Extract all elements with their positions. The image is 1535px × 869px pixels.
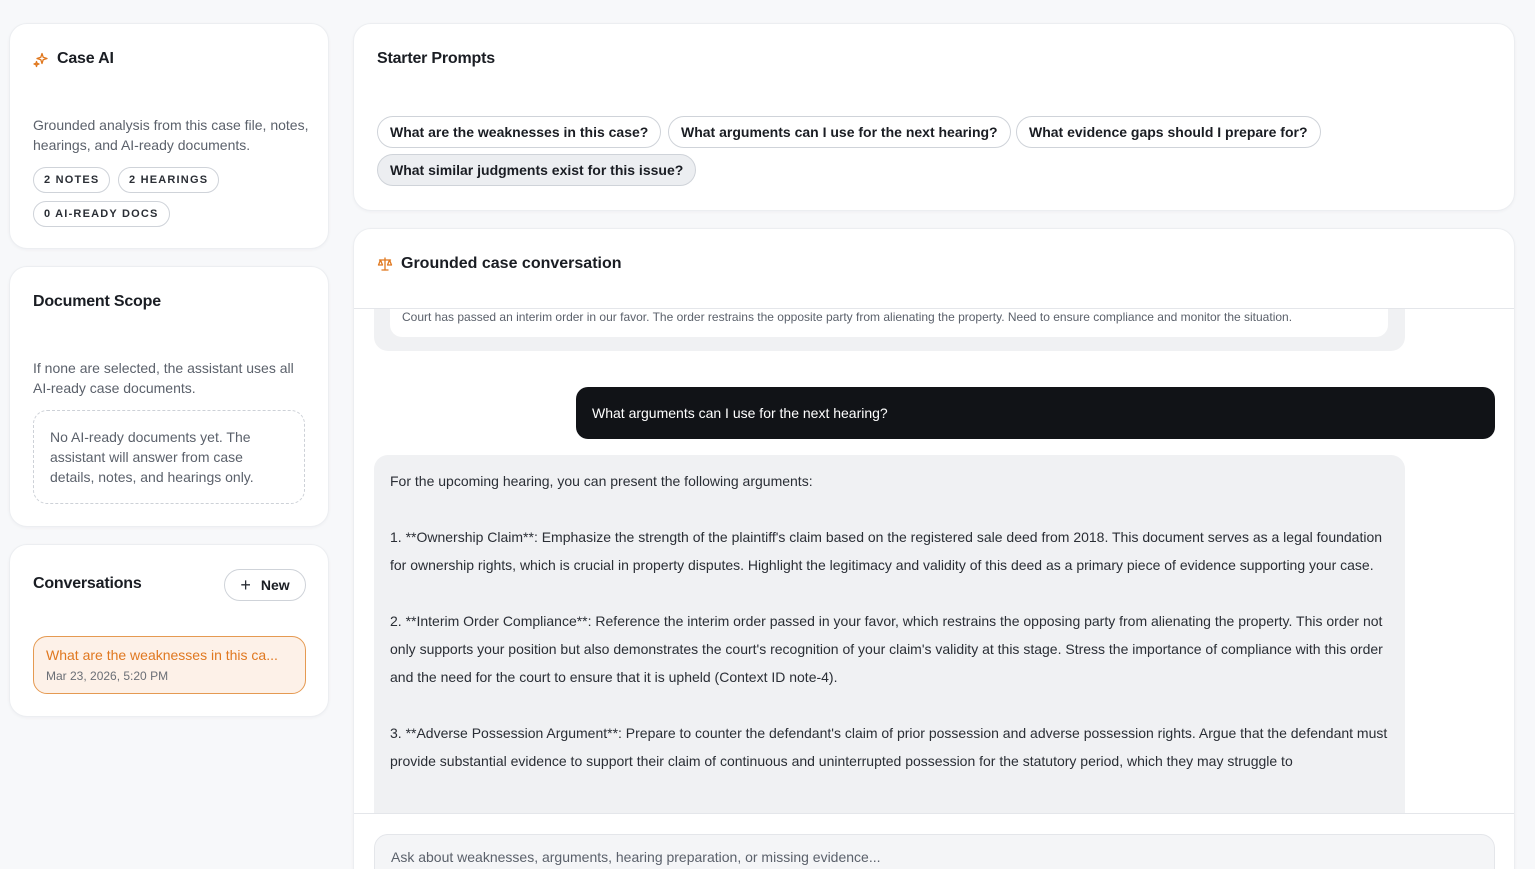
starter-prompt-weaknesses[interactable]: What are the weaknesses in this case?	[377, 116, 661, 148]
document-scope-title: Document Scope	[33, 293, 161, 310]
case-ai-description: Grounded analysis from this case file, notes, hearings, and AI-ready documents.	[33, 117, 309, 153]
case-ai-card	[9, 23, 329, 249]
conversation-item-title: What are the weaknesses in this ca...	[46, 647, 278, 663]
hearings-badge: 2 HEARINGS	[118, 167, 219, 193]
chat-input[interactable]	[375, 835, 1494, 869]
case-ai-title: Case AI	[57, 50, 114, 67]
new-conversation-button[interactable]	[224, 569, 306, 601]
conversations-title: Conversations	[33, 575, 142, 592]
user-message	[576, 387, 1495, 439]
sparkle-icon	[33, 52, 49, 68]
chat-card	[353, 228, 1515, 869]
conversation-item[interactable]	[33, 636, 306, 694]
conversations-card	[9, 544, 329, 717]
starter-prompt-similar-judgments[interactable]: What similar judgments exist for this issue?	[377, 154, 696, 186]
composer	[374, 834, 1495, 869]
ai-message	[374, 455, 1405, 813]
ai-message-intro: For the upcoming hearing, you can present the following arguments:	[390, 473, 813, 489]
starter-prompt-arguments[interactable]: What arguments can I use for the next hearing?	[668, 116, 1011, 148]
plus-icon: +	[240, 575, 251, 595]
ai-message-point-1: 1. **Ownership Claim**: Emphasize the strength of the plaintiff's claim based on the registered sale deed from 2018. This document serves as a legal foundation for ownership rights, which is crucial in property disputes. Highlight the legitimacy and validity of this deed as a primary piece of evidence supporting your case.	[390, 529, 1383, 573]
user-message-text: What arguments can I use for the next hearing?	[592, 405, 888, 421]
previous-ai-message	[374, 309, 1405, 351]
no-documents-message: No AI-ready documents yet. The assistant will answer from case details, notes, and hearings only.	[33, 410, 305, 504]
starter-prompt-evidence-gaps[interactable]: What evidence gaps should I prepare for?	[1016, 116, 1321, 148]
notes-badge: 2 NOTES	[33, 167, 110, 193]
conversation-item-time: Mar 23, 2026, 5:20 PM	[46, 669, 169, 683]
document-scope-description: If none are selected, the assistant uses all AI-ready case documents.	[33, 360, 294, 396]
starter-prompts-card	[353, 23, 1515, 211]
chat-title: Grounded case conversation	[401, 255, 622, 272]
starter-prompts-title: Starter Prompts	[377, 50, 495, 67]
message-list[interactable]	[354, 309, 1514, 813]
scale-icon	[377, 256, 393, 272]
document-scope-card	[9, 266, 329, 527]
previous-context-snippet: Court has passed an interim order in our favor. The order restrains the opposite party from alienating the property. Need to ensure compliance and monitor the situation.	[390, 309, 1388, 337]
ai-ready-docs-badge: 0 AI-READY DOCS	[33, 201, 170, 227]
composer-divider	[354, 813, 1514, 814]
new-conversation-label: New	[260, 577, 290, 593]
ai-message-point-2: 2. **Interim Order Compliance**: Reference the interim order passed in your favor, which restrains the opposing party from alienating the property. This order not only supports your position but also demonstrates the court's recognition of your claim's validity at this stage. Stress the importance of compliance with this order and the need for the court to ensure that it is upheld (Context ID note-4).	[390, 613, 1383, 685]
ai-message-point-3: 3. **Adverse Possession Argument**: Prepare to counter the defendant's claim of prior possession and adverse possession rights. Argue that the defendant must provide substantial evidence to support their claim of continuous and uninterrupted possession for the statutory period, which they may struggle to	[390, 725, 1388, 769]
